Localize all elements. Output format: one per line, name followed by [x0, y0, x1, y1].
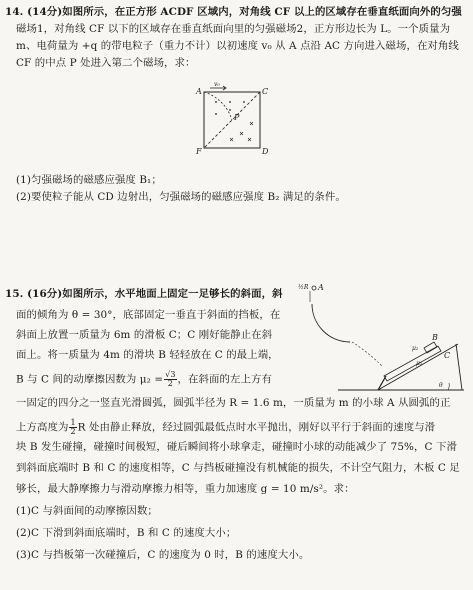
q14-line-3: m、电荷量为 +q 的带电粒子（重力不计）以初速度 v₀ 从 A 点沿 AC 方向进入磁场，在对角线 [16, 40, 459, 52]
label-half-r: ½R [298, 284, 309, 291]
label-ball-a: A [318, 283, 324, 292]
theta-arc [448, 383, 449, 390]
label-d: D [262, 147, 269, 156]
q15-line-5a: B 与 C 间的动摩擦因数为 μ₂ = [16, 373, 164, 386]
q14-sub-2: (2)要使粒子能从 CD 边射出，匀强磁场的磁感应强度 B₂ 满足的条件。 [16, 191, 346, 203]
half-r-fraction: $\frac{1}{2}$ [70, 418, 76, 436]
label-mu1: μ₁ [416, 360, 423, 367]
q15-line-6: 一固定的四分之一竖直光滑圆弧，圆弧半径为 R = 1.6 m，一质量为 m 的小球 A 从圆弧的正 [16, 397, 451, 409]
q14-line-1: 14. (14分)如图所示，在正方形 ACDF 区域内，对角线 CF 以上的区域存在垂直纸面向外的匀强 [5, 6, 462, 18]
label-c-board: C [444, 351, 451, 360]
label-f: F [196, 147, 202, 156]
field-crosses [230, 122, 253, 141]
q14-line-2: 磁场1，对角线 CF 以下的区域存在垂直纸面向里的匀强磁场2，正方形边长为 L。一个质量为 [16, 23, 451, 35]
field-dots [215, 101, 245, 115]
label-p: P [234, 113, 240, 122]
q15-line-2: 面的倾角为 θ = 30°，底部固定一垂直于斜面的挡板，在 [16, 309, 281, 321]
ball-a [312, 286, 316, 290]
q15-line-5b: ，在斜面的左上方有 [177, 373, 272, 386]
q15-sub-2: (2)C 下滑到斜面底端时，B 和 C 的速度大小； [16, 527, 237, 539]
q15-line-4: 面上。将一质量为 4m 的滑块 B 轻轻放在 C 的最上端， [16, 349, 279, 361]
quarter-arc [312, 304, 350, 342]
label-theta: θ [439, 382, 443, 389]
label-mu2: μ₂ [412, 345, 419, 352]
q15-line-9: 到斜面底端时 B 和 C 的速度相等，C 与挡板碰撞没有机械能的损失，不计空气阻力，木板 C 足 [16, 462, 460, 474]
q15-line-10: 够长，最大静摩擦力与滑动摩擦力相等，重力加速度 g = 10 m/s²。求： [16, 483, 355, 495]
q15-line-7: 上方高度为 $\frac{1}{2}$ R 处由静止释放，经过圆弧最低点时水平抛出，刚好以平行于斜面的速度与滑 [16, 418, 436, 436]
q15-sub-1: (1)C 与斜面间的动摩擦因数； [16, 505, 158, 517]
q14-line-4: CF 的中点 P 处进入第二个磁场，求： [16, 57, 196, 69]
q14-figure-square [190, 82, 270, 162]
label-v0: v₀ [214, 81, 220, 88]
q15-line-5 [16, 371, 272, 388]
q15-sub-3: (3)C 与挡板第一次碰撞后，C 的速度为 0 时，B 的速度大小。 [16, 549, 310, 561]
mu2-fraction: $\frac{√3}{2}$ [165, 370, 176, 388]
trajectory [352, 342, 382, 366]
q15-line-8: 块 B 发生碰撞，碰撞时间极短，碰后瞬间将小球拿走，碰撞时小球的动能减少了 75%，C 下滑 [16, 441, 457, 453]
incline-back [456, 344, 462, 390]
label-b: B [432, 333, 438, 342]
label-c: C [262, 87, 269, 96]
q15-line-3: 斜面上放置一质量为 6m 的滑板 C；C 刚好能静止在斜 [16, 329, 273, 341]
q15-figure-incline [298, 280, 468, 400]
q14-sub-1: (1)匀强磁场的磁感应强度 B₁； [16, 174, 162, 186]
particle-path [204, 92, 232, 120]
label-a: A [196, 87, 202, 96]
q15-line-1: 15. (16分)如图所示，水平地面上固定一足够长的斜面，斜 [5, 288, 283, 300]
